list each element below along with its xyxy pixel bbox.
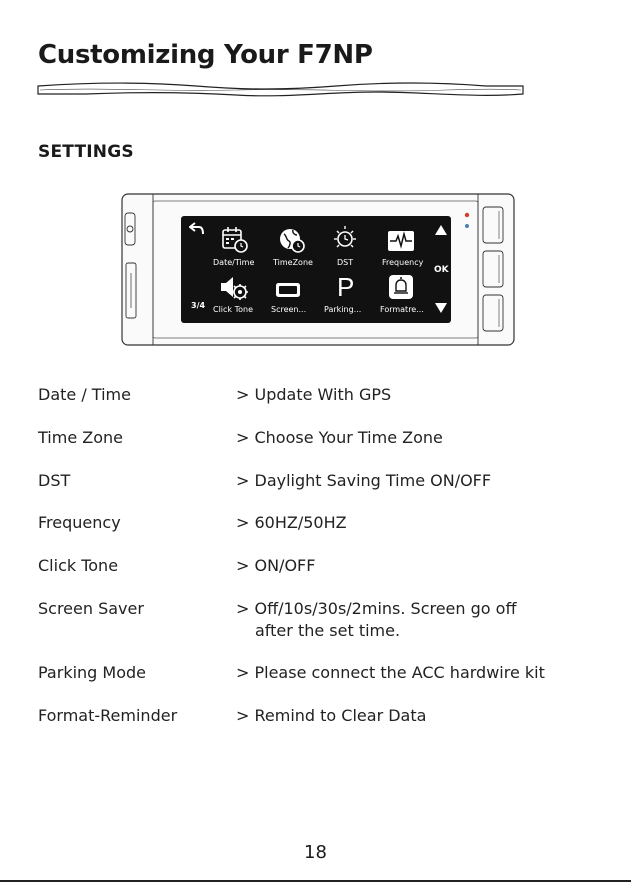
down-arrow-icon[interactable] (434, 302, 448, 314)
setting-value-continued: after the set time. (255, 621, 401, 640)
wave-divider (36, 80, 526, 100)
device-screen (181, 216, 451, 323)
setting-label: Click Tone (38, 556, 119, 575)
setting-value: > Daylight Saving Time ON/OFF (236, 471, 492, 490)
setting-label: Frequency (38, 513, 121, 532)
setting-value: > ON/OFF (236, 556, 316, 575)
setting-value: > 60HZ/50HZ (236, 513, 347, 532)
ok-button[interactable]: OK (434, 265, 449, 275)
setting-label: Parking Mode (38, 663, 146, 682)
setting-label: DST (38, 471, 71, 490)
screen-item-label: Click Tone (213, 305, 254, 314)
page-title: Customizing Your F7NP (38, 40, 373, 70)
waveform-icon[interactable] (387, 230, 415, 252)
screen-item-label: Formatre... (380, 305, 424, 314)
sun-clock-icon[interactable] (331, 224, 359, 252)
calendar-clock-icon[interactable] (221, 226, 249, 254)
screen-item-label: TimeZone (273, 258, 313, 267)
page-indicator: 3/4 (191, 301, 206, 310)
setting-label: Time Zone (38, 428, 123, 447)
setting-label: Screen Saver (38, 599, 144, 618)
screen-item-label: Parking... (324, 305, 362, 314)
setting-label: Date / Time (38, 385, 131, 404)
setting-value: > Please connect the ACC hardwire kit (236, 663, 545, 682)
parking-icon[interactable]: P (337, 272, 355, 302)
screen-icon[interactable] (275, 282, 301, 298)
setting-value: > Off/10s/30s/2mins. Screen go off (236, 599, 517, 618)
alarm-icon[interactable] (388, 274, 414, 300)
setting-value: > Update With GPS (236, 385, 392, 404)
back-arrow-icon[interactable] (189, 222, 205, 236)
page-number: 18 (304, 842, 327, 863)
setting-value: > Choose Your Time Zone (236, 428, 443, 447)
globe-clock-icon[interactable] (278, 226, 306, 254)
section-heading: SETTINGS (38, 142, 134, 162)
footer-rule (0, 880, 631, 882)
screen-item-label: Frequency (382, 258, 424, 267)
screen-item-label: Date/Time (213, 258, 255, 267)
setting-value: > Remind to Clear Data (236, 706, 427, 725)
screen-item-label: Screen... (271, 305, 307, 314)
speaker-gear-icon[interactable] (219, 274, 249, 302)
screen-item-label: DST (337, 258, 354, 267)
setting-label: Format-Reminder (38, 706, 178, 725)
up-arrow-icon[interactable] (434, 224, 448, 236)
